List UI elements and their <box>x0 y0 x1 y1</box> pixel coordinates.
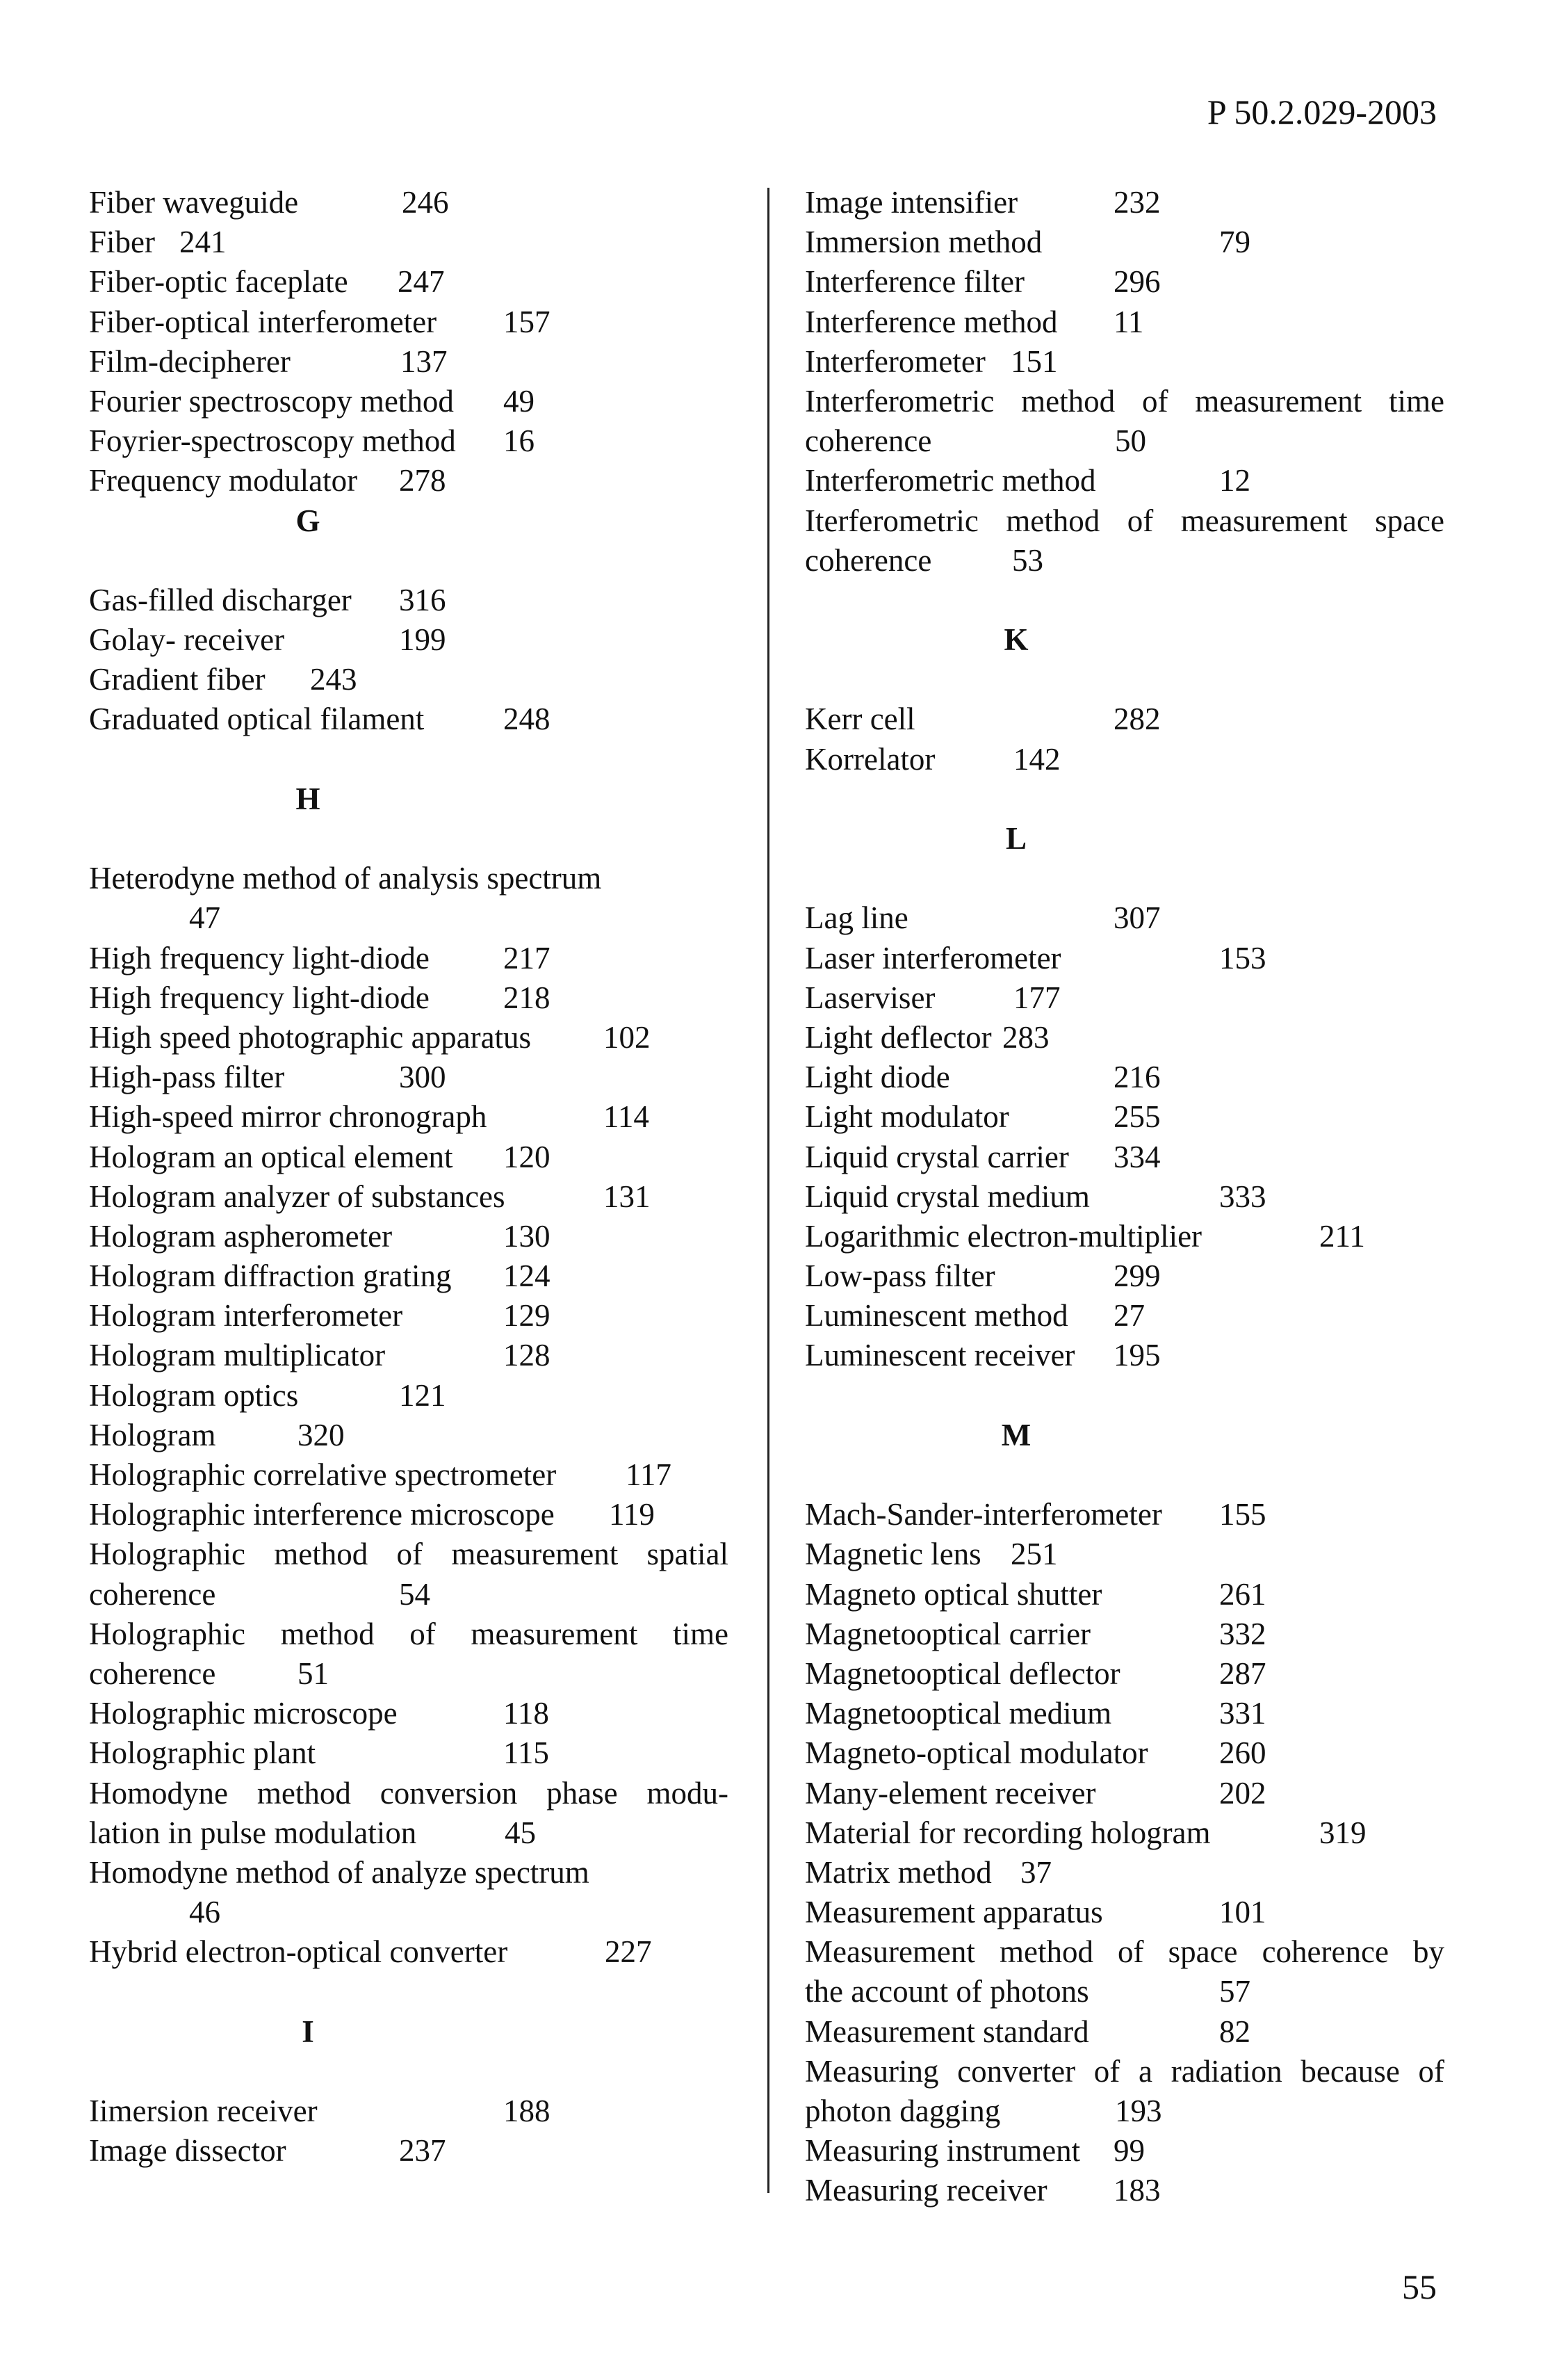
index-entry: Hologram interferometer 129 <box>89 1298 551 1334</box>
index-entry: Immersion method 79 <box>805 225 1250 260</box>
index-entry: High frequency light-diode 218 <box>89 980 551 1015</box>
index-entry: Hologram optics 121 <box>89 1377 446 1413</box>
section-letter-h: H <box>295 781 320 816</box>
index-entry: Hologram an optical element 120 <box>89 1139 551 1174</box>
index-entry: Heterodyne method of analysis spectrum <box>89 861 602 896</box>
index-entry: Magneto-optical modulator 260 <box>805 1735 1266 1771</box>
index-entry: High-pass filter 300 <box>89 1060 446 1095</box>
index-entry: Luminescent receiver 195 <box>805 1338 1161 1373</box>
index-entry: Gradient fiber 243 <box>89 662 357 697</box>
index-entry: Liquid crystal carrier 334 <box>805 1139 1161 1174</box>
index-entry: Fourier spectroscopy method 49 <box>89 383 535 419</box>
index-entry: Material for recording hologram 319 <box>805 1815 1367 1850</box>
index-entry: Image intensifier 232 <box>805 185 1161 220</box>
index-entry: Measuring converter of a radiation because of <box>805 2053 1444 2089</box>
index-entry: Luminescent method 27 <box>805 1298 1145 1334</box>
index-entry: Lag line 307 <box>805 900 1161 936</box>
index-entry: Hologram diffraction grating 124 <box>89 1258 551 1294</box>
section-letter-l: L <box>1005 821 1027 856</box>
index-entry: Holographic microscope 118 <box>89 1696 549 1731</box>
index-entry: Holographic interference microscope 119 <box>89 1497 655 1532</box>
index-entry: Matrix method 37 <box>805 1854 1052 1890</box>
index-entry: High speed photographic apparatus 102 <box>89 1019 651 1055</box>
index-entry: Iterferometric method of measurement space <box>805 503 1444 538</box>
index-entry: Measurement apparatus 101 <box>805 1895 1266 1930</box>
index-entry-continued: coherence 51 <box>89 1656 329 1691</box>
section-letter-k: K <box>1004 622 1029 658</box>
index-entry-continued: lation in pulse modulation 45 <box>89 1815 536 1850</box>
index-entry-number: 47 <box>189 900 220 936</box>
page-number: 55 <box>1402 2267 1437 2306</box>
index-entry: Fiber-optic faceplate 247 <box>89 264 445 300</box>
index-entry: Magneto optical shutter 261 <box>805 1576 1266 1612</box>
column-divider <box>767 188 769 2193</box>
index-entry: Magnetic lens 251 <box>805 1537 1058 1572</box>
index-entry: Foyrier-spectroscopy method 16 <box>89 423 535 459</box>
index-entry: Homodyne method conversion phase modu- <box>89 1775 728 1811</box>
index-entry: Gas-filled discharger 316 <box>89 582 446 617</box>
index-entry: Kerr cell 282 <box>805 702 1161 737</box>
index-entry: Laser interferometer 153 <box>805 940 1266 976</box>
index-column-left <box>89 183 728 2171</box>
index-entry: Liquid crystal medium 333 <box>805 1179 1266 1214</box>
index-entry: Golay- receiver 199 <box>89 622 446 658</box>
index-entry-continued: the account of photons 57 <box>805 1974 1250 2009</box>
index-entry: Fiber waveguide 246 <box>89 185 449 220</box>
index-entry: Film-decipherer 137 <box>89 343 448 379</box>
index-entry-continued: coherence 53 <box>805 542 1043 578</box>
index-entry: Magnetooptical deflector 287 <box>805 1656 1266 1691</box>
index-entry: Graduated optical filament 248 <box>89 702 551 737</box>
index-entry: Laserviser 177 <box>805 980 1061 1015</box>
index-entry: High frequency light-diode 217 <box>89 940 551 976</box>
section-letter-g: G <box>295 503 320 538</box>
index-entry: Low-pass filter 299 <box>805 1258 1161 1294</box>
index-entry: Hologram 320 <box>89 1417 345 1452</box>
index-entry: Frequency modulator 278 <box>89 463 446 499</box>
index-entry: Korrelator 142 <box>805 741 1061 777</box>
index-entry: Hologram aspherometer 130 <box>89 1218 551 1254</box>
document-code: P 50.2.029-2003 <box>1207 92 1437 131</box>
index-entry: Interferometric method of measurement time <box>805 383 1444 419</box>
index-entry: Holographic plant 115 <box>89 1735 549 1771</box>
index-entry: High-speed mirror chronograph 114 <box>89 1099 649 1135</box>
index-entry: Measuring instrument 99 <box>805 2133 1145 2169</box>
index-entry: Interferometric method 12 <box>805 463 1250 499</box>
index-entry: Hybrid electron-optical converter 227 <box>89 1934 652 1970</box>
index-entry: Mach-Sander-interferometer 155 <box>805 1497 1266 1532</box>
section-letter-i: I <box>302 2014 314 2049</box>
index-entry: Fiber 241 <box>89 225 227 260</box>
index-entry: Light modulator 255 <box>805 1099 1161 1135</box>
index-entry: Logarithmic electron-multiplier 211 <box>805 1218 1365 1254</box>
index-entry: Fiber-optical interferometer 157 <box>89 304 551 339</box>
index-entry: Interference filter 296 <box>805 264 1161 300</box>
index-entry: Light deflector 283 <box>805 1019 1050 1055</box>
index-entry-number: 46 <box>189 1895 220 1930</box>
index-entry: Measuring receiver 183 <box>805 2173 1161 2208</box>
index-entry: Interference method 11 <box>805 304 1144 339</box>
index-entry: Interferometer 151 <box>805 343 1058 379</box>
index-entry: Magnetooptical medium 331 <box>805 1696 1266 1731</box>
index-entry: Hologram multiplicator 128 <box>89 1338 551 1373</box>
index-entry: Holographic method of measurement time <box>89 1616 728 1651</box>
index-entry-continued: photon dagging 193 <box>805 2094 1162 2128</box>
index-entry: Hologram analyzer of substances 131 <box>89 1179 651 1214</box>
index-entry-continued: coherence 50 <box>805 423 1146 459</box>
index-entry: Many-element receiver 202 <box>805 1775 1266 1811</box>
index-column-right <box>805 183 1444 2211</box>
index-entry: Iimersion receiver 188 <box>89 2094 551 2128</box>
index-entry: Light diode 216 <box>805 1060 1161 1095</box>
index-entry: Measurement method of space coherence by <box>805 1934 1444 1970</box>
index-entry: Measurement standard 82 <box>805 2014 1250 2049</box>
index-entry: Image dissector 237 <box>89 2133 446 2169</box>
index-entry: Holographic method of measurement spatial <box>89 1537 728 1572</box>
index-entry: Holographic correlative spectrometer 117 <box>89 1457 671 1492</box>
index-entry: Homodyne method of analyze spectrum <box>89 1854 589 1890</box>
index-entry-continued: coherence 54 <box>89 1576 430 1612</box>
section-letter-m: M <box>1001 1417 1032 1452</box>
index-entry: Magnetooptical carrier 332 <box>805 1616 1266 1651</box>
